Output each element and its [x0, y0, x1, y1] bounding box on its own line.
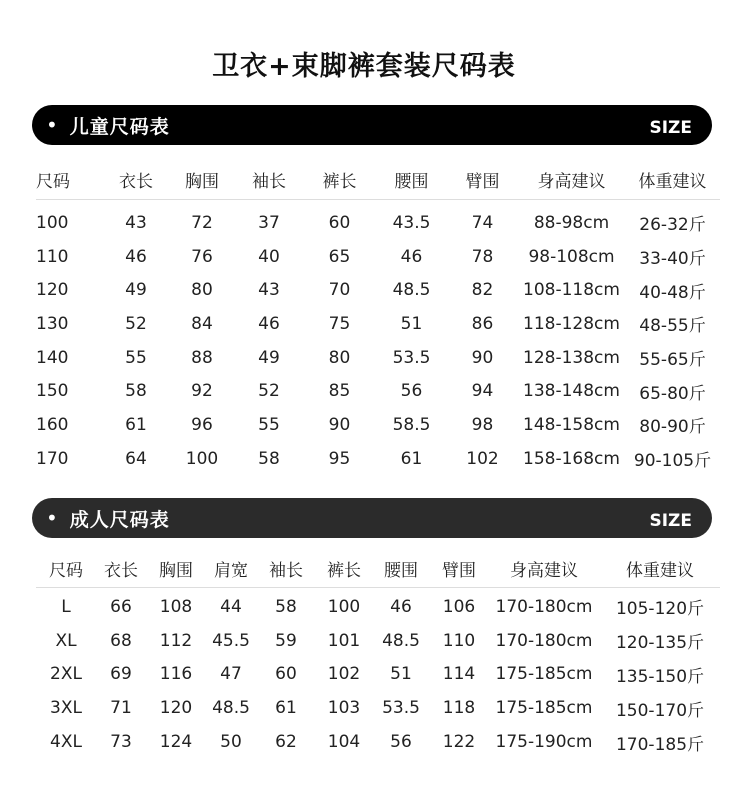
table-cell: 65-80斤	[639, 383, 706, 404]
table-cell: 90-105斤	[633, 451, 712, 472]
kids-size-tag: SIZE	[649, 118, 692, 138]
table-cell: 60	[328, 212, 351, 233]
table-cell: 72	[191, 212, 213, 233]
table-cell: 4XL	[50, 732, 82, 753]
table-cell: 104	[327, 732, 361, 753]
table-row	[36, 307, 720, 341]
table-cell: 130	[36, 313, 69, 334]
table-cell: 112	[159, 630, 193, 651]
bullet-icon: •	[46, 113, 58, 137]
table-row	[36, 725, 720, 759]
table-cell: 50	[220, 732, 242, 753]
table-cell: 175-185cm	[495, 664, 593, 685]
table-cell: 43	[125, 212, 147, 233]
table-cell: 48.5	[392, 280, 431, 301]
table-cell: 140	[36, 347, 69, 368]
table-cell: 65	[328, 246, 351, 267]
table-cell: 124	[159, 732, 193, 753]
table-cell: 90	[471, 347, 494, 368]
header-cell: 臂围	[447, 160, 518, 200]
table-cell: 26-32斤	[639, 215, 706, 236]
table-cell: 90	[328, 414, 351, 435]
header-cell: 体重建议	[600, 550, 720, 588]
table-cell: 100	[36, 212, 69, 233]
adult-section-title: 成人尺码表	[69, 508, 170, 531]
table-cell: 46	[258, 313, 280, 334]
table-cell: 175-190cm	[495, 732, 593, 753]
table-cell: 66	[110, 596, 132, 617]
header-cell: 尺码	[36, 550, 96, 588]
header-cell: 裤长	[303, 160, 376, 200]
table-cell: 52	[125, 313, 147, 334]
table-cell: 96	[191, 414, 213, 435]
table-cell: 108-118cm	[523, 280, 620, 301]
table-row	[36, 442, 720, 476]
header-cell: 衣长	[96, 550, 146, 588]
table-cell: 60	[275, 664, 297, 685]
table-cell: 110	[442, 630, 476, 651]
table-cell: 46	[390, 596, 412, 617]
header-cell: 裤长	[316, 550, 372, 588]
table-cell: 55	[125, 347, 147, 368]
header-cell: 胸围	[146, 550, 206, 588]
table-cell: 70	[328, 280, 351, 301]
table-row	[36, 200, 720, 240]
table-row	[36, 374, 720, 408]
header-cell: 身高建议	[488, 550, 600, 588]
table-cell: 61	[125, 414, 147, 435]
header-cell: 肩宽	[206, 550, 256, 588]
table-cell: 110	[36, 246, 69, 267]
table-cell: 122	[442, 732, 476, 753]
table-cell: 128-138cm	[523, 347, 620, 368]
table-cell: 98-108cm	[528, 246, 615, 267]
header-cell: 体重建议	[625, 160, 720, 200]
table-cell: 51	[400, 313, 423, 334]
table-cell: 135-150斤	[615, 666, 705, 687]
table-cell: 105-120斤	[615, 599, 705, 620]
table-cell: 80	[328, 347, 351, 368]
table-cell: 170-185斤	[615, 734, 705, 755]
table-cell: 102	[327, 664, 361, 685]
table-cell: 102	[466, 448, 499, 469]
table-cell: 71	[110, 698, 132, 719]
table-cell: 170-180cm	[495, 596, 593, 617]
table-cell: 116	[159, 664, 193, 685]
table-cell: 170	[36, 448, 69, 469]
adult-size-tag: SIZE	[649, 511, 692, 531]
table-cell: 55-65斤	[639, 350, 706, 371]
table-cell: 88	[191, 347, 213, 368]
page-title: 卫衣+束脚裤套装尺码表	[212, 51, 516, 82]
header-cell: 腰围	[372, 550, 430, 588]
table-cell: 48-55斤	[639, 316, 706, 337]
table-cell: 46	[125, 246, 147, 267]
table-cell: 100	[327, 596, 361, 617]
table-cell: 44	[220, 596, 242, 617]
table-cell: 52	[258, 381, 280, 402]
table-cell: 40	[258, 246, 280, 267]
header-cell: 身高建议	[518, 160, 625, 200]
bullet-icon: •	[46, 506, 58, 530]
table-row	[36, 588, 720, 624]
table-cell: 62	[275, 732, 297, 753]
table-cell: 61	[400, 448, 423, 469]
adult-size-table	[36, 550, 720, 759]
table-cell: 138-148cm	[523, 381, 620, 402]
table-cell: 86	[471, 313, 494, 334]
table-cell: 101	[327, 630, 361, 651]
table-header-row	[36, 160, 720, 200]
table-row	[36, 341, 720, 375]
table-cell: 58	[258, 448, 280, 469]
table-cell: L	[61, 596, 71, 617]
table-cell: 94	[471, 381, 494, 402]
table-cell: 59	[275, 630, 297, 651]
table-cell: 75	[328, 313, 351, 334]
table-cell: 56	[400, 381, 423, 402]
table-cell: XL	[55, 630, 77, 651]
header-cell: 衣长	[103, 160, 169, 200]
adult-section-header	[32, 498, 712, 538]
table-row	[36, 658, 720, 692]
table-row	[36, 273, 720, 307]
table-cell: 82	[471, 280, 494, 301]
table-row	[36, 624, 720, 658]
table-cell: 106	[442, 596, 476, 617]
table-cell: 74	[471, 212, 494, 233]
table-cell: 61	[275, 698, 297, 719]
table-cell: 3XL	[50, 698, 82, 719]
table-cell: 58	[275, 596, 297, 617]
table-cell: 84	[191, 313, 213, 334]
table-cell: 92	[191, 381, 213, 402]
table-cell: 53.5	[392, 347, 431, 368]
kids-section-title: 儿童尺码表	[69, 115, 170, 138]
table-cell: 64	[125, 448, 147, 469]
table-cell: 2XL	[50, 664, 82, 685]
table-cell: 78	[471, 246, 494, 267]
table-cell: 33-40斤	[639, 249, 706, 270]
table-cell: 51	[390, 664, 412, 685]
table-cell: 37	[258, 212, 280, 233]
header-cell: 袖长	[235, 160, 303, 200]
table-cell: 170-180cm	[495, 630, 593, 651]
table-cell: 88-98cm	[533, 212, 610, 233]
table-cell: 85	[328, 381, 351, 402]
table-cell: 55	[258, 414, 280, 435]
table-cell: 120-135斤	[615, 633, 705, 654]
table-cell: 150	[36, 381, 69, 402]
table-row	[36, 240, 720, 274]
table-cell: 46	[400, 246, 423, 267]
table-cell: 48.5	[212, 698, 250, 719]
table-cell: 120	[159, 698, 193, 719]
table-cell: 76	[191, 246, 213, 267]
table-cell: 40-48斤	[639, 282, 706, 303]
header-cell: 袖长	[256, 550, 316, 588]
table-cell: 43.5	[392, 212, 431, 233]
table-cell: 49	[125, 280, 147, 301]
table-cell: 45.5	[212, 630, 250, 651]
table-cell: 118-128cm	[523, 313, 620, 334]
table-cell: 118	[442, 698, 476, 719]
table-cell: 68	[110, 630, 132, 651]
table-cell: 175-185cm	[495, 698, 593, 719]
table-cell: 100	[185, 448, 219, 469]
table-cell: 69	[110, 664, 132, 685]
table-cell: 80-90斤	[639, 417, 706, 438]
table-cell: 58.5	[392, 414, 431, 435]
table-cell: 58	[125, 381, 147, 402]
table-cell: 43	[258, 280, 280, 301]
table-row	[36, 408, 720, 442]
table-cell: 120	[36, 280, 69, 301]
table-row	[36, 691, 720, 725]
table-cell: 48.5	[382, 630, 420, 651]
table-cell: 56	[390, 732, 412, 753]
table-cell: 103	[327, 698, 361, 719]
table-header-row	[36, 550, 720, 588]
kids-size-table	[36, 160, 720, 476]
header-cell: 腰围	[376, 160, 447, 200]
table-cell: 95	[328, 448, 351, 469]
table-cell: 108	[159, 596, 193, 617]
table-cell: 49	[258, 347, 280, 368]
table-cell: 160	[36, 414, 69, 435]
table-cell: 158-168cm	[523, 448, 620, 469]
table-cell: 73	[110, 732, 132, 753]
header-cell: 尺码	[36, 160, 103, 200]
table-cell: 80	[191, 280, 213, 301]
table-cell: 98	[471, 414, 494, 435]
table-cell: 47	[220, 664, 242, 685]
kids-section-header	[32, 105, 712, 145]
table-cell: 53.5	[382, 698, 420, 719]
table-cell: 114	[442, 664, 476, 685]
table-cell: 150-170斤	[615, 700, 705, 721]
header-cell: 臂围	[430, 550, 488, 588]
table-cell: 148-158cm	[523, 414, 620, 435]
header-cell: 胸围	[169, 160, 235, 200]
